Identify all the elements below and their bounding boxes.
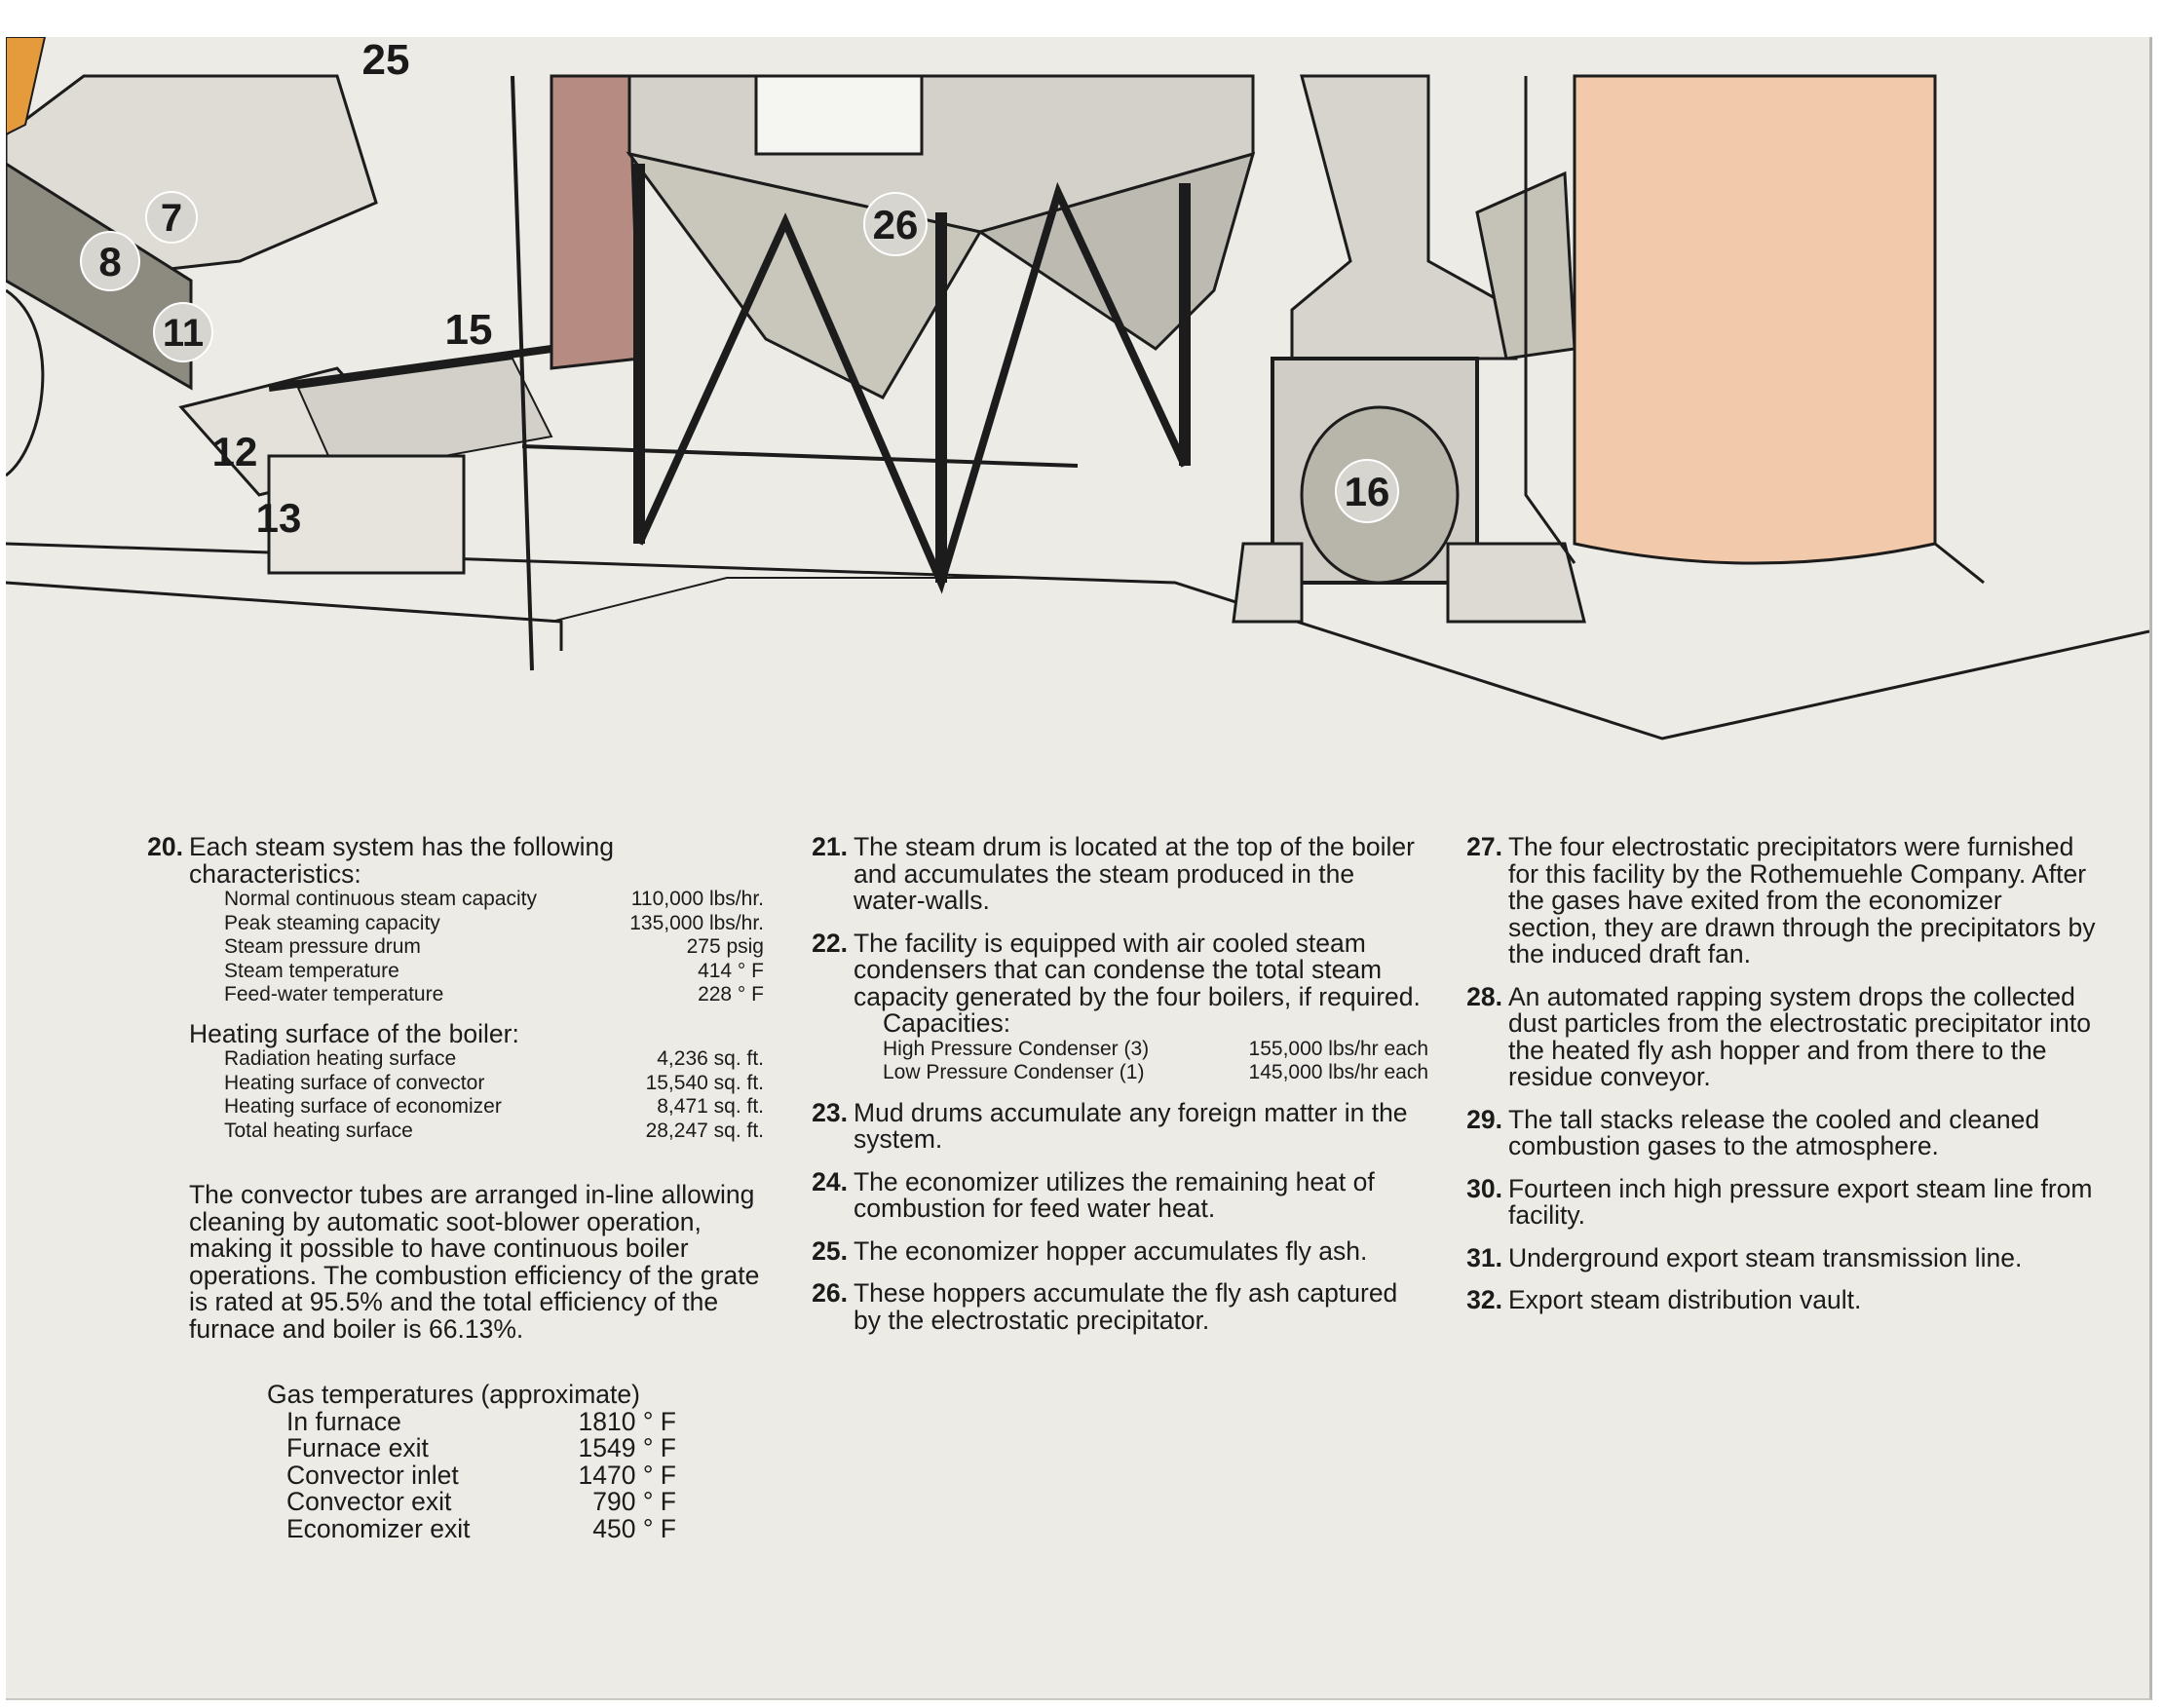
item-text: Underground export steam transmission line. (1508, 1242, 2023, 1272)
spec-value: 275 psig (686, 935, 764, 958)
spec-row (224, 960, 764, 984)
spec-row (224, 935, 764, 960)
item-22 (805, 930, 1428, 1084)
callout-15 (445, 306, 493, 354)
item-text: Export steam distribution vault. (1508, 1285, 1862, 1314)
spec-value: 135,000 lbs/hr. (629, 911, 764, 934)
item-text: The economizer utilizes the remaining heat of combustion for feed water heat. (854, 1166, 1375, 1223)
spec-row (224, 1120, 764, 1144)
fan-base-right (1448, 544, 1584, 622)
item-number: 22. (812, 928, 848, 958)
spec-label: Normal continuous steam capacity (224, 888, 537, 910)
callout-7 (146, 192, 197, 243)
gas-temperatures-table (267, 1406, 676, 1543)
item-number: 20. (147, 832, 183, 861)
spec-value: 414 ° F (698, 959, 764, 982)
spec-value: 110,000 lbs/hr. (630, 888, 764, 910)
precipitator-grille (756, 76, 922, 154)
gas-row (286, 1435, 676, 1462)
spec-value: 28,247 sq. ft. (645, 1119, 764, 1142)
capacity-value: 155,000 lbs/hr each (1248, 1037, 1428, 1060)
condenser-capacities-table (854, 1038, 1428, 1084)
convector-paragraph: The convector tubes are arranged in-line allowing cleaning by automatic soot-blower operation, making it possible to have continuous boiler operations. The combustion efficiency of the grate is rated at 95.5% and the total efficiency of the furnace and boiler is 66.13%. (189, 1180, 760, 1344)
gas-value: 1810 ° F (578, 1406, 676, 1436)
gas-temperatures (140, 1382, 764, 1542)
facility-cutaway-illustration (6, 37, 2149, 807)
callout-label: 15 (444, 306, 493, 354)
text-column-1 (140, 834, 764, 1542)
spec-row (224, 1047, 764, 1072)
spec-row (224, 912, 764, 936)
item-31 (1460, 1242, 2098, 1272)
spec-label: Peak steaming capacity (224, 911, 440, 934)
gas-label: Furnace exit (286, 1433, 429, 1462)
item-text: The economizer hopper accumulates fly ash. (854, 1235, 1368, 1266)
item-text: An automated rapping system drops the collected dust particles from the electrostatic precipitator into the heated fly ash hopper and from there to the residue conveyor. (1508, 981, 2091, 1091)
spec-label: Total heating surface (224, 1119, 413, 1142)
conveyor-rail (522, 446, 1078, 466)
item-number: 26. (812, 1278, 848, 1308)
gas-value: 1549 ° F (578, 1433, 676, 1462)
callout-label: 25 (361, 37, 410, 84)
capacity-row (883, 1038, 1428, 1061)
gas-row (286, 1513, 676, 1543)
item-number: 25. (812, 1235, 848, 1266)
capacity-label: Low Pressure Condenser (1) (883, 1060, 1145, 1083)
item-number: 24. (812, 1166, 848, 1196)
item-30 (1460, 1173, 2098, 1230)
gas-value: 790 ° F (592, 1487, 676, 1516)
fan-base-left (1234, 544, 1302, 622)
spec-label: Radiation heating surface (224, 1047, 457, 1070)
item-29 (1460, 1104, 2098, 1160)
item-number: 31. (1466, 1242, 1502, 1272)
callout-label: 13 (255, 495, 302, 541)
capacity-row (883, 1061, 1428, 1084)
item-number: 23. (812, 1097, 848, 1127)
text-column-2 (805, 834, 1428, 1349)
spec-label: Steam pressure drum (224, 935, 421, 958)
spec-row (224, 888, 764, 912)
gas-temperatures-title: Gas temperatures (approximate) (267, 1380, 640, 1409)
item-text: These hoppers accumulate the fly ash captured by the electrostatic precipitator. (854, 1278, 1398, 1335)
callout-8 (81, 232, 139, 290)
callout-26 (864, 193, 927, 255)
item-text: The facility is equipped with air cooled steam condensers that can condense the total steam capacity generated by the four boilers, if required. (854, 928, 1421, 1011)
callout-label: 8 (98, 239, 122, 285)
spec-value: 8,471 sq. ft. (657, 1095, 764, 1118)
capacity-label: High Pressure Condenser (3) (883, 1037, 1150, 1060)
item-number: 28. (1466, 981, 1502, 1011)
floor-area (6, 563, 2149, 807)
item-number: 30. (1466, 1173, 1502, 1203)
brochure-page (6, 37, 2152, 1700)
callout-16 (1336, 460, 1398, 522)
callout-12 (212, 429, 258, 474)
item-number: 32. (1466, 1285, 1502, 1314)
ash-roller (6, 290, 43, 475)
item-27 (1460, 834, 2098, 968)
item-text: Each steam system has the following characteristics: (189, 832, 614, 889)
item-28 (1460, 981, 2098, 1091)
gas-value: 1470 ° F (578, 1460, 676, 1490)
economizer-wall (551, 76, 639, 368)
callout-11 (154, 303, 212, 361)
item-20 (140, 834, 764, 1143)
gas-label: Economizer exit (286, 1513, 471, 1543)
heating-surface-table (189, 1047, 764, 1143)
spec-label: Heating surface of economizer (224, 1095, 502, 1118)
item-text: Fourteen inch high pressure export steam line from facility. (1508, 1173, 2093, 1230)
item-21 (805, 834, 1428, 915)
capacities-title: Capacities: (883, 1008, 1011, 1038)
item-text: The tall stacks release the cooled and cleaned combustion gases to the atmosphere. (1508, 1104, 2040, 1160)
gas-label: Convector inlet (286, 1460, 459, 1490)
callout-13 (256, 495, 302, 541)
spec-label: Feed-water temperature (224, 983, 444, 1006)
gas-label: Convector exit (286, 1487, 452, 1516)
item-24 (805, 1166, 1428, 1223)
tall-stack (1575, 76, 1935, 563)
gas-value: 450 ° F (592, 1513, 676, 1543)
item-text: The four electrostatic precipitators were furnished for this facility by the Rothemuehle Company. After the gases have exited from the economizer section, they are drawn through the precipitators by the induced draft fan. (1508, 832, 2096, 968)
spec-row (224, 1072, 764, 1096)
item-number: 21. (812, 832, 848, 861)
spec-value: 15,540 sq. ft. (645, 1071, 764, 1094)
capacity-value: 145,000 lbs/hr each (1248, 1060, 1428, 1083)
spec-value: 4,236 sq. ft. (657, 1047, 764, 1070)
item-number: 29. (1466, 1104, 1502, 1134)
spec-row (224, 1095, 764, 1120)
item-26 (805, 1280, 1428, 1334)
callout-label: 26 (872, 202, 919, 247)
callout-label: 12 (211, 429, 258, 474)
heating-surface-title: Heating surface of the boiler: (189, 1018, 519, 1048)
spec-label: Steam temperature (224, 959, 399, 982)
spec-label: Heating surface of convector (224, 1071, 485, 1094)
gas-row (286, 1406, 676, 1436)
callout-label: 16 (1344, 469, 1390, 514)
gas-row (286, 1489, 676, 1516)
text-column-3 (1460, 834, 2098, 1330)
item-text: The steam drum is located at the top of the boiler and accumulates the steam produced in the water-walls. (854, 832, 1415, 915)
item-25 (805, 1235, 1428, 1266)
spec-value: 228 ° F (698, 983, 764, 1006)
item-text: Mud drums accumulate any foreign matter in the system. (854, 1097, 1408, 1154)
callout-25 (362, 37, 410, 84)
callout-label: 7 (160, 197, 183, 240)
item-23 (805, 1097, 1428, 1154)
item-number: 27. (1466, 832, 1502, 861)
steam-characteristics-table (189, 888, 764, 1007)
spec-row (224, 983, 764, 1007)
callout-label: 11 (162, 312, 205, 355)
gas-label: In furnace (286, 1406, 401, 1436)
item-32 (1460, 1287, 2098, 1314)
gas-row (286, 1462, 676, 1490)
stack-base-edge (1935, 544, 1984, 583)
